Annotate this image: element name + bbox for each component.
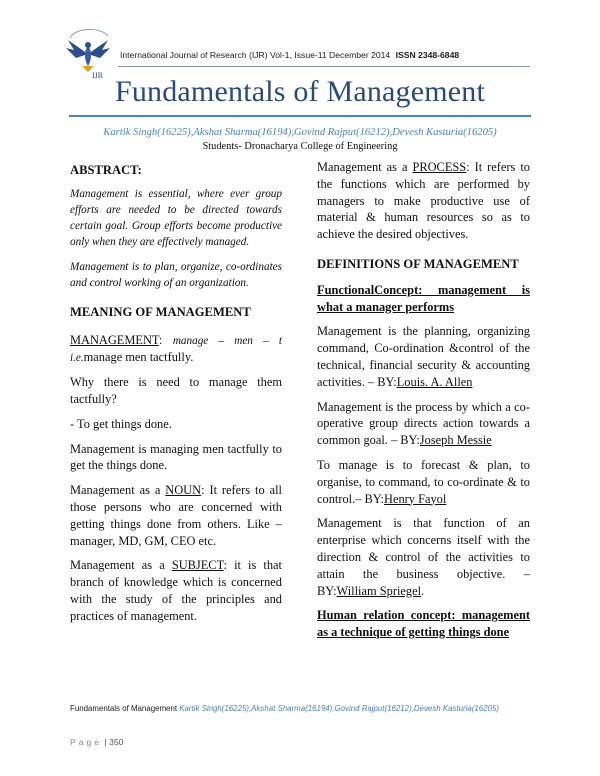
definition-messie bbox=[317, 399, 530, 449]
definition-spriegel-text: Management is that function of an enterprise which concerns itself with the direction & control of the activities to attain the business objective. – BY: bbox=[317, 516, 530, 598]
definition-allen-text: Management is the planning, organizing command, Co-ordination &control of the technical, financial security & accounting activities. – BY: bbox=[317, 324, 530, 389]
management-formula: manage – men – t bbox=[172, 334, 282, 347]
subject-text: : it is that branch of knowledge which is concerned with the study of the principles and practices of management. bbox=[70, 558, 282, 623]
eagle-logo-icon bbox=[62, 20, 114, 80]
subject-prefix: Management as a bbox=[70, 558, 165, 573]
process-text: : It refers to the functions which are performed by managers to make productive use of material & human resources so as to achieve the desired objectives. bbox=[317, 160, 530, 242]
title-divider bbox=[69, 115, 531, 117]
affiliation: Students- Dronacharya College of Engineering bbox=[202, 141, 398, 152]
process-term: PROCESS bbox=[412, 160, 467, 174]
author-spriegel: William Spriegel bbox=[336, 583, 422, 598]
definition-spriegel bbox=[317, 515, 530, 599]
human-relation-concept: Human relation concept: management as a technique of getting things done bbox=[317, 608, 530, 640]
journal-header bbox=[120, 50, 459, 60]
meaning-heading: MEANING OF MANAGEMENT bbox=[70, 305, 251, 320]
managing-paragraph: Management is managing men tactfully to get the things done. bbox=[70, 441, 282, 473]
noun-term: NOUN bbox=[165, 483, 202, 498]
definition-fayol bbox=[317, 457, 530, 507]
management-definition: MANAGEMENT: manage – men – t i.e.manage men tactfully. bbox=[70, 332, 282, 365]
definition-messie-text: Management is the process by which a co-operative group directs action towards a common goal. – BY: bbox=[317, 399, 530, 448]
page-number bbox=[70, 737, 123, 747]
definition-allen bbox=[317, 323, 530, 390]
paper-title: Fundamentals of Management bbox=[114, 75, 486, 108]
definition-spriegel-end: . bbox=[421, 583, 425, 598]
management-term: MANAGEMENT bbox=[70, 332, 159, 347]
subject-paragraph bbox=[70, 557, 282, 624]
process-prefix: Management as a bbox=[317, 160, 408, 174]
noun-text: : It refers to all those persons who are concerned with getting things done from others. Like – manager, MD, GM, CEO etc. bbox=[70, 483, 282, 548]
abstract-heading: ABSTRACT: bbox=[70, 163, 142, 177]
todo-line: - To get things done. bbox=[70, 416, 172, 431]
journal-info: International Journal of Research (IJR) Vol-1, Issue-11 December 2014 bbox=[120, 50, 391, 60]
author-fayol: Henry Fayol bbox=[384, 491, 447, 506]
page-separator: | bbox=[104, 737, 107, 747]
journal-logo bbox=[62, 20, 114, 80]
issn: ISSN 2348-6848 bbox=[395, 50, 460, 60]
functional-concept: FunctionalConcept: management is what a manager performs bbox=[317, 282, 530, 314]
footer-authors: Kartik Singh(16225),Akshat Sharma(16194),Govind Rajput(16212),Devesh Kasturia(16205) bbox=[179, 704, 499, 713]
page-number-value: 350 bbox=[109, 737, 124, 747]
author-allen: Louis. A. Allen bbox=[396, 374, 473, 389]
left-column bbox=[70, 159, 282, 625]
footer-label: Fundamentals of Management bbox=[70, 704, 178, 713]
header-divider bbox=[118, 66, 530, 67]
authors: Kartik Singh(16225),Akshat Sharma(16194),Govind Rajput(16212),Devesh Kasturia(16205) bbox=[103, 127, 497, 138]
definition-fayol-text: To manage is to forecast & plan, to organise, to command, to co-ordinate & to control.– BY: bbox=[317, 457, 530, 506]
noun-paragraph bbox=[70, 482, 282, 549]
author-messie: Joseph Messie bbox=[419, 433, 492, 448]
page-label: Page bbox=[70, 737, 103, 747]
why-question: Why there is need to manage them tactfully? bbox=[70, 375, 282, 407]
noun-prefix: Management as a bbox=[70, 483, 161, 498]
subject-term: SUBJECT bbox=[171, 558, 224, 573]
right-column bbox=[317, 159, 530, 641]
abstract-paragraph-2: Management is to plan, organize, co-ordinates and control working of an organization. bbox=[70, 260, 282, 289]
process-paragraph bbox=[317, 159, 530, 243]
ie-abbrev: i.e. bbox=[70, 352, 84, 365]
abstract-paragraph-1: Management is essential, where ever group efforts are needed to be directed towards certain goal. Group efforts become productive only when they are effectively managed. bbox=[70, 187, 282, 249]
definitions-heading: DEFINITIONS OF MANAGEMENT bbox=[317, 256, 519, 271]
svg-text:IJR: IJR bbox=[92, 71, 104, 80]
page-footer bbox=[70, 704, 499, 713]
management-meaning: manage men tactfully. bbox=[83, 350, 194, 365]
